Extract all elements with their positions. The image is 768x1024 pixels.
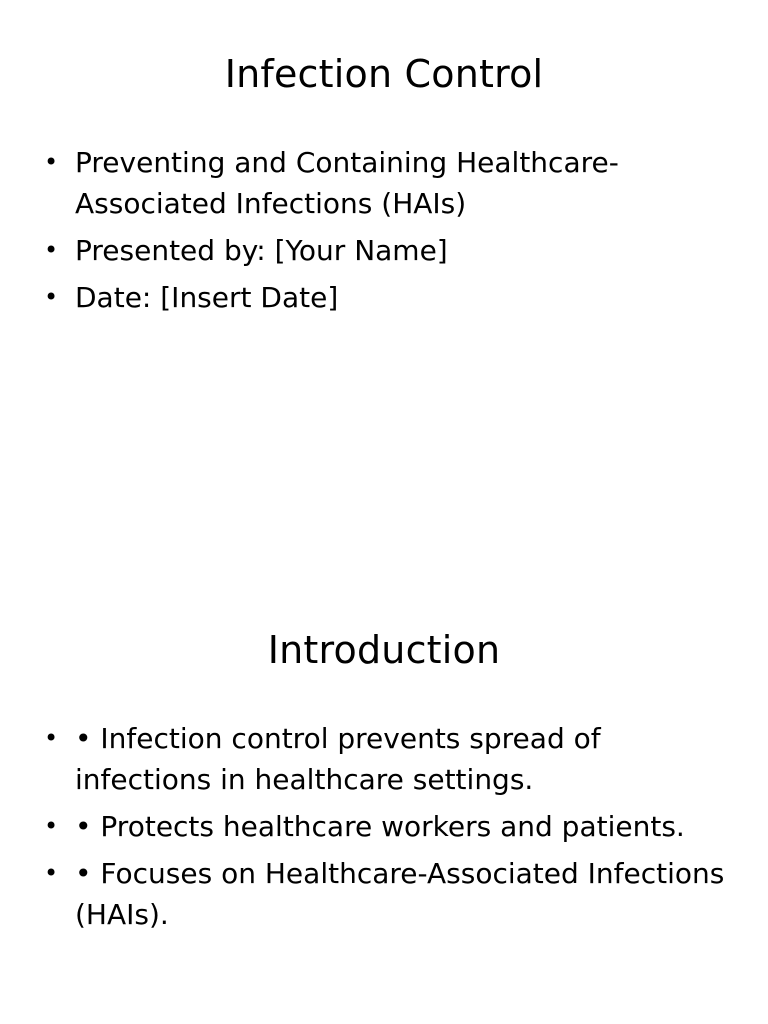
bullet-dot-icon: • [44,148,59,176]
bullet-dot-icon: • [44,812,59,840]
bullet-text: Date: [Insert Date] [75,281,339,314]
bullet-item [0,277,768,318]
bullet-item [0,806,768,847]
bullet-text: • Infection control prevents spread of infections in healthcare settings. [75,722,601,796]
bullet-dot-icon: • [44,283,59,311]
bullet-text: Preventing and Containing Healthcare-Associated Infections (HAIs) [75,146,619,220]
bullet-text: Presented by: [Your Name] [75,234,448,267]
bullet-text: • Protects healthcare workers and patients. [75,810,685,843]
slide-introduction [0,576,768,1024]
bullet-item [0,230,768,271]
bullet-item [0,718,768,800]
slide-title: Infection Control [224,52,544,96]
bullet-dot-icon: • [44,236,59,264]
bullet-dot-icon: • [44,724,59,752]
bullet-list [0,142,768,324]
slide-title: Introduction [267,628,501,672]
bullet-list [0,718,768,941]
bullet-item [0,853,768,935]
bullet-item [0,142,768,224]
bullet-text: • Focuses on Healthcare-Associated Infections (HAIs). [75,857,725,931]
bullet-dot-icon: • [44,859,59,887]
